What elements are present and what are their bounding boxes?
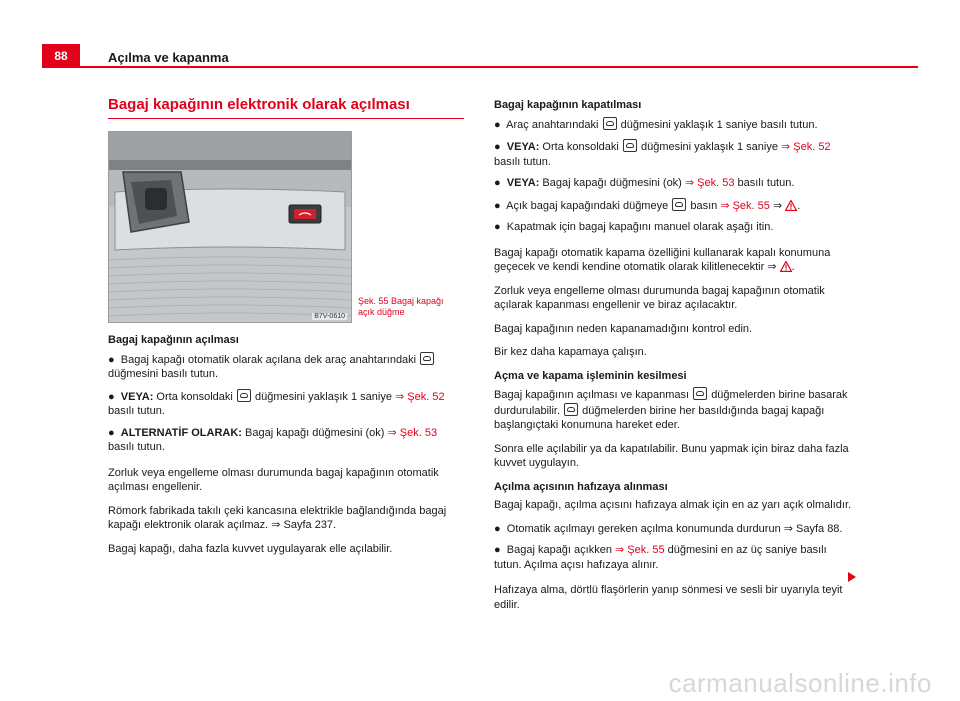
- label: VEYA:: [506, 177, 540, 189]
- text: Orta konsoldaki: [153, 390, 233, 403]
- text: basılı tutun.: [494, 155, 551, 168]
- next-page-arrow-icon[interactable]: [848, 572, 856, 582]
- paragraph: Bagaj kapağı, daha fazla kuvvet uygulayarak elle açılabilir.: [108, 542, 393, 555]
- warning-triangle-icon[interactable]: [785, 200, 797, 211]
- text: Açık bagaj kapağındaki düğmeye: [506, 199, 669, 212]
- tailgate-button-icon: [693, 387, 707, 400]
- text: Bagaj kapağı otomatik olarak açılana dek araç anahtarındaki: [120, 353, 417, 366]
- figure-link[interactable]: ⇒ Şek. 55: [615, 544, 665, 556]
- list-item: ● Açık bagaj kapağındaki düğmeye basın ⇒ Şek. 55 ⇒ .: [494, 199, 801, 212]
- warning-triangle-icon[interactable]: [780, 261, 792, 272]
- list-item: ● VEYA: Orta konsoldaki düğmesini yaklaşık 1 saniye ⇒ Şek. 52 basılı tutun.: [108, 390, 445, 417]
- text: Bagaj kapağının açılması ve kapanması: [494, 389, 690, 401]
- section-title: Bagaj kapağının elektronik olarak açılması: [108, 96, 410, 113]
- text: düğmesini yaklaşık 1 saniye: [254, 390, 395, 403]
- figure-code: B7V-0610: [314, 313, 345, 320]
- figure-caption-line2: açık düğme: [358, 307, 405, 317]
- paragraph: Bir kez daha kapamaya çalışın.: [494, 346, 647, 358]
- paragraph: Bagaj kapağı, açılma açısını hafızaya almak için en az yarı açık olmalıdır.: [494, 499, 852, 511]
- text: Orta konsoldaki: [539, 141, 619, 153]
- tailgate-button-icon: [623, 139, 637, 152]
- tailgate-button-icon: [564, 403, 578, 416]
- paragraph: Bagaj kapağı otomatik kapama özelliğini kullanarak kapalı konumuna geçecek ve kendi kendine otomatik olarak kilitlenecektir ⇒ .: [494, 246, 831, 273]
- text: düğmesini basılı tutun.: [108, 368, 219, 380]
- text: düğmelerden birine her basıldığında bagaj kapağı başlangıçtaki konumuna hareket eder.: [494, 404, 825, 431]
- label: ALTERNATİF OLARAK:: [120, 426, 242, 439]
- tailgate-button-icon: [420, 352, 434, 365]
- paragraph: [494, 387, 852, 433]
- figure-link[interactable]: ⇒ Şek. 53: [684, 177, 735, 189]
- text: ⇒: [769, 199, 783, 212]
- list-item: ● Otomatik açılmayı gereken açılma konumunda durdurun ⇒ Sayfa 88.: [494, 522, 843, 535]
- text: düğmesini yaklaşık 1 saniye basılı tutun.: [620, 118, 818, 131]
- text: Bagaj kapağı otomatik kapama özelliğini kullanarak kapalı konumuna geçecek ve kendi kendine otomatik olarak kilitlenecektir ⇒: [494, 246, 831, 273]
- heading-memory: Açılma açısının hafızaya alınması: [494, 480, 668, 493]
- label: VEYA:: [120, 390, 154, 403]
- text: basılı tutun.: [108, 405, 165, 417]
- page-number: 88: [42, 44, 80, 67]
- text: Bagaj kapağı açıkken: [506, 544, 616, 556]
- figure-link[interactable]: ⇒ Şek. 55: [720, 199, 770, 212]
- heading-interrupt: Açma ve kapama işleminin kesilmesi: [494, 369, 687, 382]
- text: düğmesini en az üç saniye basılı tutun. Açılma açısı hafızaya alınır.: [494, 544, 827, 571]
- chapter-title: Açılma ve kapanma: [108, 50, 229, 65]
- section-rule: [108, 118, 464, 119]
- header-rule: [42, 66, 918, 68]
- heading-closing: Bagaj kapağının kapatılması: [494, 99, 642, 111]
- figure-caption: [358, 296, 444, 318]
- paragraph: Römork fabrikada takılı çeki kancasına elektrikle bağlandığında bagaj kapağı elektronik olarak açılmaz. ⇒ Sayfa 237.: [108, 504, 447, 531]
- heading-opening: Bagaj kapağının açılması: [108, 334, 239, 346]
- figure-link[interactable]: ⇒ Şek. 53: [387, 426, 438, 439]
- tailgate-button-icon: [603, 117, 617, 130]
- text: basın: [687, 199, 721, 212]
- paragraph: Zorluk veya engelleme olması durumunda bagaj kapağının otomatik açılarak kapanması engellenir ve biraz açılacaktır.: [494, 284, 825, 311]
- right-column: [494, 98, 852, 621]
- label: VEYA:: [506, 141, 540, 153]
- list-item: ● Kapatmak için bagaj kapağını manuel olarak aşağı itin.: [494, 221, 774, 233]
- list-item: ● ALTERNATİF OLARAK: Bagaj kapağı düğmesini (ok) ⇒ Şek. 53 basılı tutun.: [108, 426, 438, 453]
- paragraph: Hafızaya alma, dörtlü flaşörlerin yanıp sönmesi ve sesli bir uyarıyla teyit edilir.: [494, 584, 843, 611]
- text: Kapatmak için bagaj kapağını manuel olarak aşağı itin.: [506, 221, 774, 233]
- figure-link[interactable]: ⇒ Şek. 52: [781, 141, 831, 153]
- figure-link[interactable]: ⇒ Şek. 52: [395, 390, 445, 403]
- text: düğmesini yaklaşık 1 saniye: [640, 141, 781, 153]
- list-item: ● VEYA: Orta konsoldaki düğmesini yaklaşık 1 saniye ⇒ Şek. 52 basılı tutun.: [494, 141, 831, 168]
- tailgate-button-icon: [237, 389, 251, 402]
- tailgate-illustration: [109, 132, 351, 322]
- text: düğmelerden birine basarak durdurulabilir.: [494, 389, 848, 417]
- paragraph: Zorluk veya engelleme olması durumunda bagaj kapağının otomatik açılması engellenir.: [108, 466, 439, 493]
- figure-caption-line1: Şek. 55 Bagaj kapağı: [358, 296, 444, 306]
- list-item: ● Araç anahtarındaki düğmesini yaklaşık 1 saniye basılı tutun.: [494, 118, 818, 131]
- text: Araç anahtarındaki: [506, 118, 599, 131]
- text: basılı tutun.: [734, 177, 795, 189]
- text: Bagaj kapağı düğmesini (ok): [241, 426, 388, 439]
- list-item: ● Bagaj kapağı açıkken ⇒ Şek. 55 düğmesini en az üç saniye basılı tutun. Açılma açısı hafızaya alınır.: [494, 544, 827, 571]
- tailgate-button-icon: [672, 198, 686, 211]
- paragraph: Sonra elle açılabilir ya da kapatılabilir. Bunu yapmak için biraz daha fazla kuvvet uygulayın.: [494, 442, 849, 469]
- text: Bagaj kapağı düğmesini (ok): [539, 177, 685, 189]
- list-item: ● VEYA: Bagaj kapağı düğmesini (ok) ⇒ Şek. 53 basılı tutun.: [494, 177, 795, 189]
- text: basılı tutun.: [108, 441, 165, 453]
- watermark: carmanualsonline.info: [668, 668, 932, 698]
- paragraph: Bagaj kapağının neden kapanamadığını kontrol edin.: [494, 322, 753, 335]
- left-column: [108, 333, 466, 565]
- figure-tailgate-button: [108, 131, 352, 323]
- text: Otomatik açılmayı gereken açılma konumunda durdurun ⇒ Sayfa 88.: [506, 522, 843, 535]
- list-item: ● Bagaj kapağı otomatik olarak açılana dek araç anahtarındaki düğmesini basılı tutun.: [108, 352, 466, 382]
